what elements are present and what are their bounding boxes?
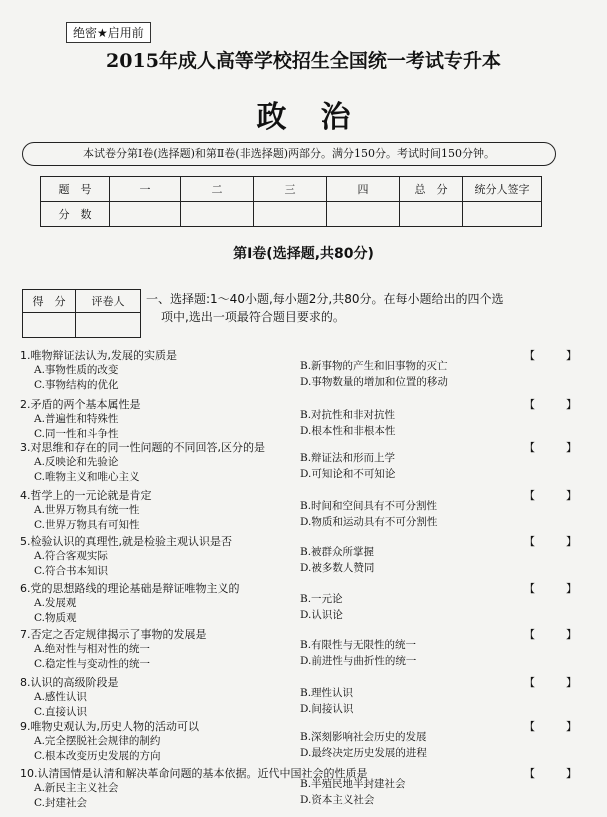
question-stem: 7.否定之否定规律揭示了事物的发展是 bbox=[20, 628, 207, 641]
option-a: A.发展观 bbox=[34, 597, 77, 609]
question-stem: 10.认清国情是认清和解决革命问题的基本依据。近代中国社会的性质是 bbox=[20, 767, 368, 780]
option-a: A.绝对性与相对性的统一 bbox=[34, 643, 150, 655]
question-stem: 4.哲学上的一元论就是肯定 bbox=[20, 489, 152, 502]
score-header-cell: 三 bbox=[254, 177, 327, 202]
option-d: D.物质和运动具有不可分割性 bbox=[300, 516, 438, 528]
option-d: D.认识论 bbox=[300, 609, 343, 621]
answer-bracket[interactable]: 【 】 bbox=[524, 489, 587, 502]
option-d: D.前进性与曲折性的统一 bbox=[300, 655, 417, 667]
option-d: D.可知论和不可知论 bbox=[300, 468, 396, 480]
score-input-cell[interactable] bbox=[463, 202, 542, 227]
grader-table bbox=[22, 289, 141, 338]
answer-bracket[interactable]: 【 】 bbox=[524, 676, 587, 689]
option-b: B.时间和空间具有不可分割性 bbox=[300, 500, 438, 512]
score-table-value-row bbox=[41, 202, 542, 227]
option-d: D.最终决定历史发展的进程 bbox=[300, 747, 427, 759]
subject-title: 政治 bbox=[256, 100, 385, 135]
answer-bracket[interactable]: 【 】 bbox=[524, 767, 587, 780]
answer-bracket[interactable]: 【 】 bbox=[524, 720, 587, 733]
option-c: C.稳定性与变动性的统一 bbox=[34, 658, 150, 670]
option-c: C.直接认识 bbox=[34, 706, 87, 718]
score-header-cell: 题 号 bbox=[41, 177, 110, 202]
option-a: A.新民主主义社会 bbox=[34, 782, 119, 794]
option-c: C.根本改变历史发展的方向 bbox=[34, 750, 161, 762]
section-title: 第Ⅰ卷(选择题,共80分) bbox=[233, 246, 374, 262]
grader-reviewer-label: 评卷人 bbox=[76, 290, 141, 313]
answer-bracket[interactable]: 【 】 bbox=[524, 535, 587, 548]
option-c: C.封建社会 bbox=[34, 797, 87, 809]
option-a: A.完全摆脱社会规律的制约 bbox=[34, 735, 161, 747]
grader-score-cell[interactable] bbox=[23, 313, 76, 338]
question-stem: 6.党的思想路线的理论基础是辩证唯物主义的 bbox=[20, 582, 240, 595]
score-row-label: 分 数 bbox=[41, 202, 110, 227]
instruction-line: 一、选择题:1～40小题,每小题2分,共80分。在每小题给出的四个选 bbox=[146, 292, 504, 306]
answer-bracket[interactable]: 【 】 bbox=[524, 349, 587, 362]
answer-bracket[interactable]: 【 】 bbox=[524, 628, 587, 641]
option-d: D.根本性和非根本性 bbox=[300, 425, 396, 437]
option-a: A.普遍性和特殊性 bbox=[34, 413, 119, 425]
exam-notice: 本试卷分第Ⅰ卷(选择题)和第Ⅱ卷(非选择题)两部分。满分150分。考试时间150分钟。 bbox=[22, 142, 556, 166]
question-stem: 1.唯物辩证法认为,发展的实质是 bbox=[20, 349, 177, 362]
answer-bracket[interactable]: 【 】 bbox=[524, 441, 587, 454]
option-b: B.被群众所掌握 bbox=[300, 546, 375, 558]
option-b: B.对抗性和非对抗性 bbox=[300, 409, 396, 421]
confidential-label: 绝密★启用前 bbox=[66, 22, 151, 43]
option-a: A.反映论和先验论 bbox=[34, 456, 119, 468]
exam-title: 2015年成人高等学校招生全国统一考试专升本 bbox=[106, 50, 501, 72]
option-c: C.物质观 bbox=[34, 612, 77, 624]
option-d: D.事物数量的增加和位置的移动 bbox=[300, 376, 448, 388]
score-input-cell[interactable] bbox=[254, 202, 327, 227]
score-header-cell: 统分人签字 bbox=[463, 177, 542, 202]
option-a: A.世界万物具有统一性 bbox=[34, 504, 140, 516]
option-d: D.间接认识 bbox=[300, 703, 354, 715]
question-stem: 3.对思维和存在的同一性问题的不同回答,区分的是 bbox=[20, 441, 265, 454]
option-c: C.世界万物具有可知性 bbox=[34, 519, 140, 531]
question-stem: 5.检验认识的真理性,就是检验主观认识是否 bbox=[20, 535, 232, 548]
option-b: B.有限性与无限性的统一 bbox=[300, 639, 417, 651]
option-c: C.事物结构的优化 bbox=[34, 379, 119, 391]
grader-score-label: 得 分 bbox=[23, 290, 76, 313]
score-input-cell[interactable] bbox=[110, 202, 181, 227]
score-input-cell[interactable] bbox=[181, 202, 254, 227]
option-c: C.唯物主义和唯心主义 bbox=[34, 471, 140, 483]
option-c: C.符合书本知识 bbox=[34, 565, 108, 577]
question-stem: 8.认识的高级阶段是 bbox=[20, 676, 119, 689]
question-stem: 9.唯物史观认为,历史人物的活动可以 bbox=[20, 720, 199, 733]
score-header-cell: 二 bbox=[181, 177, 254, 202]
option-b: B.辩证法和形而上学 bbox=[300, 452, 396, 464]
answer-bracket[interactable]: 【 】 bbox=[524, 582, 587, 595]
score-table bbox=[40, 176, 542, 227]
question-stem: 2.矛盾的两个基本属性是 bbox=[20, 398, 141, 411]
option-b: B.一元论 bbox=[300, 593, 343, 605]
instruction-line: 项中,选出一项最符合题目要求的。 bbox=[161, 310, 345, 324]
option-a: A.符合客观实际 bbox=[34, 550, 108, 562]
option-a: A.感性认识 bbox=[34, 691, 87, 703]
option-b: B.新事物的产生和旧事物的灭亡 bbox=[300, 360, 448, 372]
score-header-cell: 四 bbox=[327, 177, 400, 202]
option-b: B.深刻影响社会历史的发展 bbox=[300, 731, 427, 743]
option-b: B.理性认识 bbox=[300, 687, 354, 699]
score-header-cell: 一 bbox=[110, 177, 181, 202]
score-header-cell: 总 分 bbox=[400, 177, 463, 202]
option-d: D.被多数人赞同 bbox=[300, 562, 375, 574]
option-c: C.同一性和斗争性 bbox=[34, 428, 119, 440]
option-d: D.资本主义社会 bbox=[300, 794, 375, 806]
section-instruction bbox=[146, 290, 566, 326]
answer-bracket[interactable]: 【 】 bbox=[524, 398, 587, 411]
option-a: A.事物性质的改变 bbox=[34, 364, 119, 376]
score-input-cell[interactable] bbox=[400, 202, 463, 227]
score-input-cell[interactable] bbox=[327, 202, 400, 227]
option-b: B.半殖民地半封建社会 bbox=[300, 778, 406, 790]
grader-reviewer-cell[interactable] bbox=[76, 313, 141, 338]
score-table-header-row bbox=[41, 177, 542, 202]
